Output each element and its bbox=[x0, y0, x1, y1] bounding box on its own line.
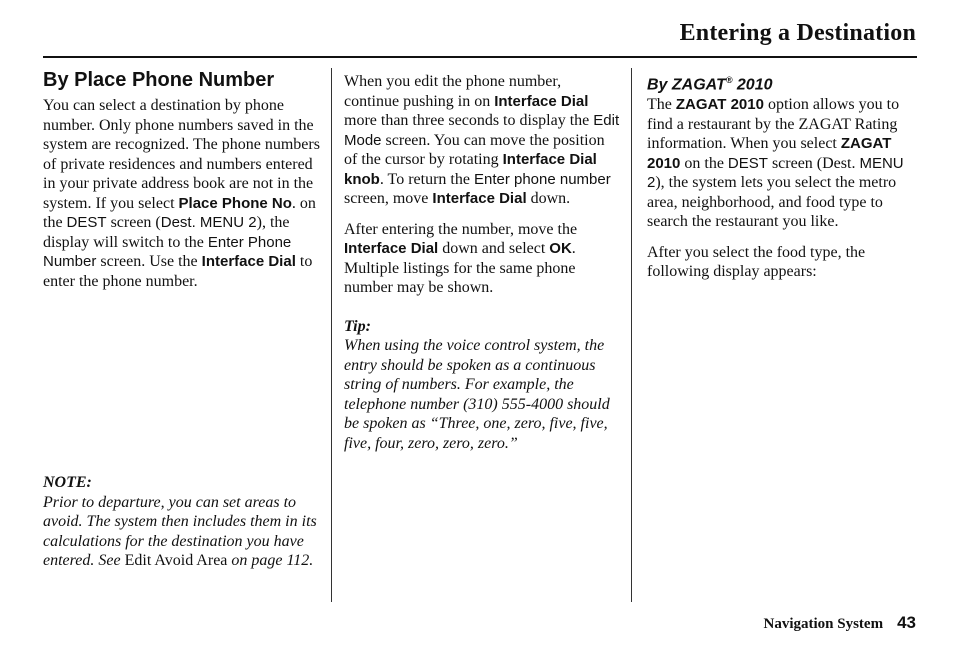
text: ), the display will switch to the bbox=[43, 214, 290, 251]
ui-term-enter-phone-number: Enter Phone Number bbox=[43, 233, 292, 270]
text: screen. Use the bbox=[96, 253, 202, 270]
registered-mark: ® bbox=[725, 75, 733, 85]
ui-term-dest: DEST bbox=[727, 154, 768, 172]
page-number: 43 bbox=[897, 613, 916, 632]
ui-term-place-phone-no: Place Phone No bbox=[178, 194, 292, 212]
paragraph-place-phone-intro bbox=[43, 96, 321, 291]
tip-label: Tip: bbox=[344, 317, 371, 335]
ui-term-interface-dial: Interface Dial bbox=[494, 92, 589, 110]
text: on the bbox=[680, 154, 728, 172]
tip-text: When using the voice control system, the entry should be spoken as a continuous string of numbers. For example, the telephone number (310) 555-4000 should be spoken as “Three, one, zero, five, five, five, four, zero, zero, zero.” bbox=[344, 337, 610, 452]
footer-section-name: Navigation System bbox=[763, 616, 884, 632]
cross-reference-edit-avoid-area: Edit Avoid Area bbox=[124, 552, 228, 569]
ui-term-dest: DEST bbox=[66, 214, 107, 231]
text: more than three seconds to display the bbox=[344, 112, 594, 129]
ui-term-dest-menu-2: Dest. MENU 2 bbox=[160, 214, 257, 231]
text: down. bbox=[526, 190, 571, 207]
section-heading-zagat bbox=[647, 70, 919, 95]
ui-term-enter-phone-number: Enter phone number bbox=[473, 170, 611, 188]
ui-term-interface-dial: Interface Dial bbox=[201, 253, 296, 270]
note-label: NOTE: bbox=[43, 474, 92, 491]
paragraph-zagat-intro bbox=[647, 95, 919, 232]
text: screen, move bbox=[344, 190, 433, 207]
header-rule bbox=[43, 56, 917, 58]
note-block bbox=[43, 473, 323, 571]
text: . on the bbox=[43, 194, 316, 231]
ui-term-zagat-2010: ZAGAT 2010 bbox=[647, 135, 892, 172]
text: screen. You can move the position of the cursor by rotating bbox=[344, 131, 605, 168]
column-left bbox=[43, 68, 321, 302]
note-text: Prior to departure, you can set areas to avoid. The system then includes them in its calculations for the destination you have entered. See bbox=[43, 493, 317, 569]
paragraph-food-type: After you select the food type, the following display appears: bbox=[647, 243, 866, 281]
ui-term-interface-dial-knob: Interface Dial knob bbox=[344, 151, 597, 188]
text: ), the system lets you select the metro area, neighborhood, and food type to search the restaurant you like. bbox=[647, 174, 897, 231]
text: You can select a destination by phone number. Only phone numbers saved in the system are recognized. The phone numbers of private residences and numbers entered in your private address book are not in the system. If you select bbox=[43, 97, 320, 212]
text: down and select bbox=[438, 240, 550, 257]
ui-term-ok: OK bbox=[549, 240, 572, 257]
text: to enter the phone number. bbox=[43, 253, 313, 290]
text: When you edit the phone number, continue pushing in on bbox=[344, 73, 562, 110]
text: After entering the number, move the bbox=[344, 220, 578, 238]
ui-term-interface-dial: Interface Dial bbox=[344, 240, 439, 257]
text: option allows you to find a restaurant by the ZAGAT Rating information. When you select bbox=[647, 96, 900, 153]
heading-text: By ZAGAT bbox=[647, 76, 726, 94]
ui-term-edit-mode: Edit Mode bbox=[344, 112, 620, 149]
text: The bbox=[647, 96, 676, 114]
column-right bbox=[647, 70, 919, 293]
ui-term-zagat-2010: ZAGAT 2010 bbox=[675, 96, 764, 114]
tip-block bbox=[344, 317, 620, 454]
paragraph-after-entering bbox=[344, 220, 620, 298]
heading-year: 2010 bbox=[732, 76, 773, 94]
note-text-end: on page 112. bbox=[227, 552, 314, 569]
column-divider-right bbox=[631, 68, 632, 602]
page-footer bbox=[763, 613, 916, 633]
text: screen (Dest. bbox=[767, 154, 860, 172]
text: . To return the bbox=[379, 170, 474, 188]
text: screen ( bbox=[106, 214, 161, 231]
page-header-title: Entering a Destination bbox=[679, 20, 916, 46]
column-divider-left bbox=[331, 68, 332, 602]
section-heading-place-phone: By Place Phone Number bbox=[43, 69, 275, 91]
ui-term-menu-2: MENU 2 bbox=[647, 154, 904, 192]
paragraph-edit-phone bbox=[344, 72, 620, 209]
column-middle bbox=[344, 72, 620, 464]
text: . Multiple listings for the same phone number may be shown. bbox=[344, 240, 576, 296]
ui-term-interface-dial: Interface Dial bbox=[432, 190, 527, 207]
